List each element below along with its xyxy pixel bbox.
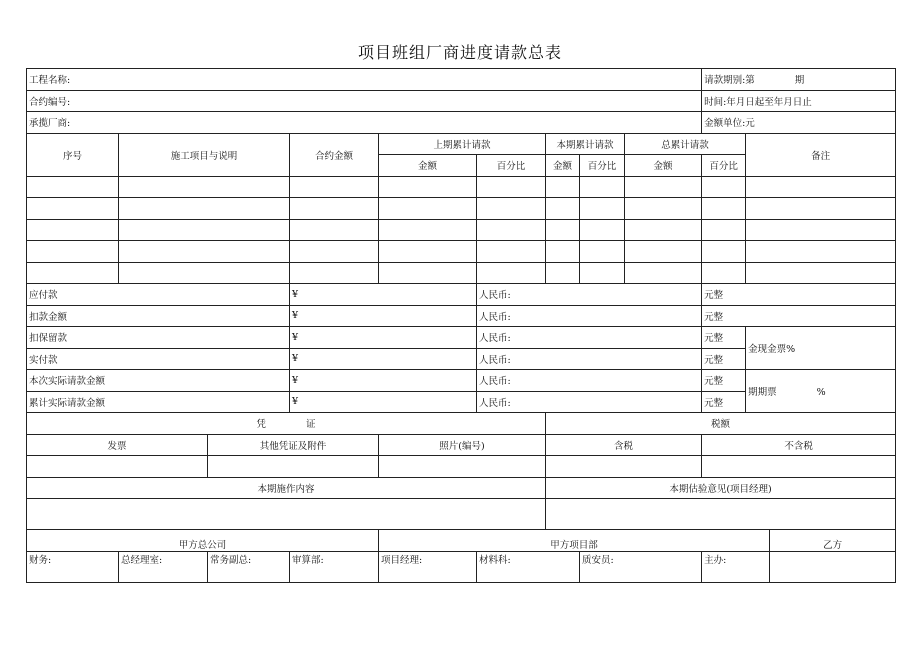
header-item: 施工项目与说明 — [119, 133, 290, 176]
summary-row-current-request — [27, 370, 896, 392]
tax-header: 税额 — [546, 413, 896, 435]
info-row-contract — [27, 90, 896, 112]
page-title: 项目班组厂商进度请款总表 — [357, 43, 562, 62]
rmb-label[interactable]: 人民币: — [477, 284, 702, 306]
period-ticket-cell: 期期票 % — [746, 370, 896, 413]
summary-label: 扣款金额 — [27, 305, 290, 327]
rmb-label[interactable]: 人民币: — [477, 391, 702, 413]
header-prev-percent: 百分比 — [477, 155, 546, 177]
header-prev: 上期累计请款 — [379, 133, 546, 155]
tax-excl-cell[interactable] — [702, 456, 896, 478]
photo-cell[interactable] — [379, 456, 546, 478]
voucher-subheader-row — [27, 434, 896, 456]
table-row — [27, 241, 896, 263]
audit-sign[interactable]: 审算部: — [290, 551, 379, 582]
party-a-dept: 甲方项目部 — [379, 530, 770, 552]
party-a-hq: 甲方总公司 — [27, 530, 379, 552]
sign-row — [27, 551, 896, 582]
header-row-1 — [27, 133, 896, 155]
rmb-label[interactable]: 人民币: — [477, 327, 702, 349]
header-remark: 备注 — [746, 133, 896, 176]
summary-label: 累计实际请款金额 — [27, 391, 290, 413]
voucher-header-row — [27, 413, 896, 435]
summary-label: 扣保留款 — [27, 327, 290, 349]
info-row-project — [27, 69, 896, 91]
unit-label: 金额单位:元 — [702, 112, 896, 134]
header-total: 总累计请款 — [625, 133, 746, 155]
yuan-label: 元整 — [702, 284, 896, 306]
header-seq: 序号 — [27, 133, 119, 176]
summary-label: 实付款 — [27, 348, 290, 370]
photo-header: 照片(编号) — [379, 434, 546, 456]
yen-mark[interactable]: ¥ — [290, 348, 477, 370]
gm-office-sign[interactable]: 总经理室: — [119, 551, 208, 582]
contractor-label: 承揽厂商: — [27, 112, 702, 134]
yuan-label: 元整 — [702, 327, 746, 349]
yuan-label: 元整 — [702, 391, 746, 413]
header-total-percent: 百分比 — [702, 155, 746, 177]
tax-incl-header: 含税 — [546, 434, 702, 456]
sign-header-row — [27, 530, 896, 552]
vice-gm-sign[interactable]: 常务副总: — [208, 551, 290, 582]
rmb-label[interactable]: 人民币: — [477, 305, 702, 327]
invoice-cell[interactable] — [27, 456, 208, 478]
header-prev-amount: 金额 — [379, 155, 477, 177]
header-curr: 本期累计请款 — [546, 133, 625, 155]
quality-sign[interactable]: 质安员: — [580, 551, 702, 582]
construction-header: 本期施作内容 — [27, 477, 546, 499]
inspection-header: 本期估验意见(项目经理) — [546, 477, 896, 499]
yuan-label: 元整 — [702, 348, 746, 370]
content-header-row — [27, 477, 896, 499]
yen-mark[interactable]: ¥ — [290, 305, 477, 327]
construction-cell[interactable] — [27, 499, 546, 530]
info-row-contractor — [27, 112, 896, 134]
rmb-label[interactable]: 人民币: — [477, 370, 702, 392]
invoice-header: 发票 — [27, 434, 208, 456]
summary-row-deduction — [27, 305, 896, 327]
header-contract-amount: 合约金额 — [290, 133, 379, 176]
yuan-label: 元整 — [702, 370, 746, 392]
party-b: 乙方 — [770, 530, 896, 552]
header-curr-percent: 百分比 — [580, 155, 625, 177]
yen-mark[interactable]: ¥ — [290, 391, 477, 413]
voucher-header: 凭 证 — [27, 413, 546, 435]
pm-sign[interactable]: 项目经理: — [379, 551, 477, 582]
table-row — [27, 198, 896, 220]
other-voucher-cell[interactable] — [208, 456, 379, 478]
inspection-cell[interactable] — [546, 499, 896, 530]
yen-mark[interactable]: ¥ — [290, 370, 477, 392]
tax-excl-header: 不含税 — [702, 434, 896, 456]
yuan-label: 元整 — [702, 305, 896, 327]
table-row — [27, 219, 896, 241]
tax-incl-cell[interactable] — [546, 456, 702, 478]
table-row — [27, 262, 896, 284]
summary-row-payable — [27, 284, 896, 306]
director-sign[interactable]: 主办: — [702, 551, 770, 582]
summary-row-retention — [27, 327, 896, 349]
summary-label: 本次实际请款金额 — [27, 370, 290, 392]
cash-ticket-label: 金现金票% — [746, 327, 896, 370]
header-total-amount: 金额 — [625, 155, 702, 177]
header-curr-amount: 金额 — [546, 155, 580, 177]
other-voucher-header: 其他凭证及附件 — [208, 434, 379, 456]
request-form-table — [26, 68, 896, 583]
voucher-input-row — [27, 456, 896, 478]
content-input-row — [27, 499, 896, 530]
yen-mark[interactable]: ¥ — [290, 284, 477, 306]
yen-mark[interactable]: ¥ — [290, 327, 477, 349]
rmb-label[interactable]: 人民币: — [477, 348, 702, 370]
project-name-label: 工程名称: — [27, 69, 702, 91]
contract-no-label: 合约编号: — [27, 90, 702, 112]
time-label: 时间:年月日起至年月日止 — [702, 90, 896, 112]
period-label: 请款期别:第 期 — [702, 69, 896, 91]
material-sign[interactable]: 材料科: — [477, 551, 580, 582]
table-row — [27, 176, 896, 198]
finance-sign[interactable]: 财务: — [27, 551, 119, 582]
party-b-sign[interactable] — [770, 551, 896, 582]
summary-label: 应付款 — [27, 284, 290, 306]
